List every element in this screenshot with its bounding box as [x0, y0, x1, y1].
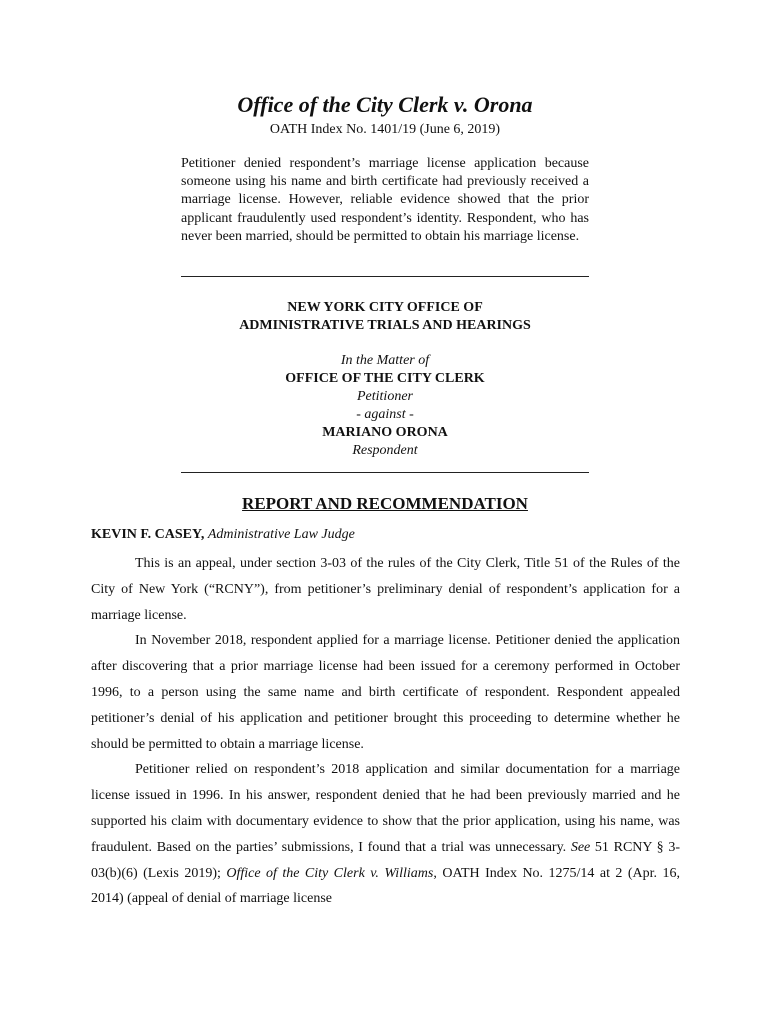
paragraph-1: This is an appeal, under section 3-03 of the rules of the City Clerk, Title 51 of the Rules of the City of New York (“RCNY”), from petitioner’s preliminary denial of respondent’s application for a marriage license. [91, 556, 680, 623]
paragraph-3-case-citation: Office of the City Clerk v. Williams [226, 865, 434, 881]
agency-line-2: ADMINISTRATIVE TRIALS AND HEARINGS [239, 318, 531, 333]
divider-top [181, 276, 589, 277]
respondent-role: Respondent [352, 443, 418, 458]
case-caption [181, 352, 589, 460]
case-title: Office of the City Clerk v. Orona [237, 92, 533, 117]
paragraph-3-text-1: Petitioner relied on respondent’s 2018 application and similar documentation for a marriage license issued in 1996. In his answer, respondent denied that he had been previously married and he supported his claim with documentary evidence to show that the prior application, using his name, was fraudulent. Based on the parties’ submissions, I found that a trial was unnecessary. [91, 762, 680, 855]
respondent-name: MARIANO ORONA [322, 425, 448, 440]
index-line: OATH Index No. 1401/19 (June 6, 2019) [269, 122, 501, 137]
against-line: - against - [356, 407, 414, 422]
judge-title: Administrative Law Judge [207, 527, 355, 542]
judge-line [91, 527, 355, 543]
petitioner-role: Petitioner [357, 389, 413, 404]
agency-heading [181, 299, 589, 335]
in-the-matter: In the Matter of [340, 353, 430, 368]
paragraph-3-see: See [570, 839, 591, 855]
paragraph-3-text-3: , OATH Index No. 1275/14 at 2 (Apr. 16, 2014) (appeal of denial of marriage license [91, 865, 680, 907]
judge-name: KEVIN F. CASEY, [91, 527, 205, 542]
petitioner-name: OFFICE OF THE CITY CLERK [285, 371, 485, 386]
paragraph-3 [91, 757, 680, 912]
case-summary: Petitioner denied respondent’s marriage license application because someone using his name and birth certificate had previously received a marriage license. However, reliable evidence showed that the prior applicant fraudulently used respondent’s identity. Respondent, who has never been married, should be permitted to obtain his marriage license. [181, 156, 589, 244]
report-title: REPORT AND RECOMMENDATION [242, 494, 528, 513]
paragraph-3-text-2: 51 RCNY § 3-03(b)(6) (Lexis 2019); [91, 839, 680, 881]
divider-bottom [181, 472, 589, 473]
paragraph-2: In November 2018, respondent applied for a marriage license. Petitioner denied the application after discovering that a prior marriage license had been issued for a ceremony performed in October 1996, to a person using the same name and birth certificate of respondent. Respondent appealed petitioner’s denial of his application and petitioner brought this proceeding to determine whether he should be permitted to obtain a marriage license. [91, 633, 680, 752]
report-body [91, 551, 680, 912]
agency-line-1: NEW YORK CITY OFFICE OF [287, 300, 483, 315]
